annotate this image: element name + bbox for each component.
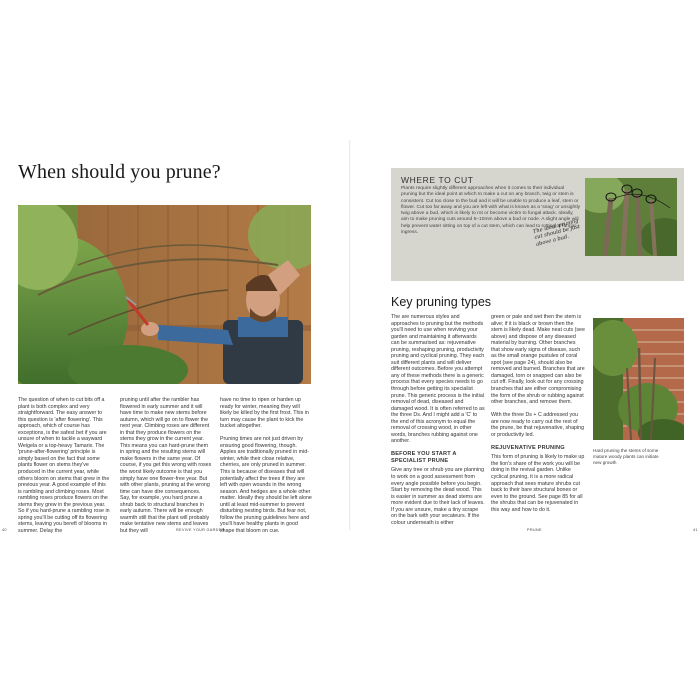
body-text: With the three Ds + C addressed you are now ready to carry out the rest of the prune, be that rejuvenative, shaping or productivity led. xyxy=(491,412,585,438)
section-heading: Key pruning types xyxy=(391,295,492,309)
right-column-2 xyxy=(491,314,585,520)
page-gutter xyxy=(349,140,351,530)
right-column-1 xyxy=(391,314,485,533)
cut-stems-photo xyxy=(585,178,677,256)
body-text: The question of when to cut bits off a plant is both complex and very straightforward. The easy answer to this question is 'after flowering'. This approach, which of course has exceptions, is the safest bet if you are unsure of when to tackle a wayward Weigela or a top-heavy Tamarix. The 'prune-after-flowering' principle is simply based on the fact that some plants flower on stems they've produced in the current year, while others bloom on stems that grew in the previous year. A good example of this is rambling and climbing roses. Most rambling roses produce flowers on the stems they grew in the previous year. So if you hard-prune a rambling rose in spring you'll be cutting off its flowering stems, leaving you bereft of blooms in summer. Delay the xyxy=(18,397,110,534)
gardener-pruning-photo xyxy=(18,205,311,384)
body-text: Give any tree or shrub you are planning to work on a good assessment from every angle possible before you begin. Start by removing the dead wood. This is easier in summer as dead stems are more evident due to their lack of leaves. If you are unsure, make a tiny scrape on the bark with your secateurs. If the colour underneath is either xyxy=(391,467,485,526)
brick-wall-shrub-photo xyxy=(593,318,684,440)
body-text: The are numerous styles and approaches to pruning but the methods you'll need to use when reviving your garden and maintaining it afterwards can be summarised as: rejuvenative pruning, reshaping pruning, productivity pruning and cyclical pruning. They each suit different plants and will deliver different outcomes. Before you attempt any of these methods there is a generic process that every species needs to go through before getting its specialist prune. This generic process is the initial removal of dead, diseased and damaged wood. It is often referred to as the three Ds. And I might add a 'C' to the end of this acronym to equal the removal of crossing wood, in other words, branches rubbing against one another. xyxy=(391,314,485,445)
folio-number-left: 40 xyxy=(2,528,7,532)
where-to-cut-sidebar xyxy=(391,168,684,281)
gardener-pruning-illustration xyxy=(18,205,311,384)
pruned-stems-illustration xyxy=(585,178,677,256)
left-column-2 xyxy=(120,397,212,541)
folio-number-right: 41 xyxy=(693,528,698,532)
shrub-against-wall-illustration xyxy=(593,318,684,440)
body-text: green or pale and wet then the stem is alive; if it is black or brown then the stem is likely dead. Make neat cuts (see above) and dispose of any diseased material by burning. Other branches that show early signs of disease, such as the small orange pustules of coral spot (see page 24), should also be removed and burned. Branches that are damaged, torn or snapped can also be cut off. Finally, look out for any crossing branches that are either compromising the form of the shrub or rubbing against other branches, and remove them. xyxy=(491,314,585,406)
body-text: This form of pruning is likely to make up the lion's share of the work you will be doing in the revival garden. Unlike cyclical pruning, it is a more radical approach that sees mature shrubs cut back to their bare structural bones or even to the ground. See page 85 for all the shrubs that can be rejuvenated in this way and how to do it. xyxy=(491,454,585,513)
body-text: Pruning times are not just driven by ensuring good flowering, though. Apples are traditionally pruned in mid-winter, while their close relative, cherries, are only pruned in summer. This is because of diseases that will potentially affect the trees if they are left with open wounds in the wrong season. And hedges are a whole other matter. Ideally they should be left alone until at least mid-summer to prevent disturbing nesting birds. But fear not, follow the pruning guidelines here and you'll have healthy plants in good shape that bloom on cue. xyxy=(220,436,312,534)
body-text: pruning until after the rambler has flowered in early summer and it will have time to make new stems before autumn, which will go on to flower the next year. Climbing roses are different in that they produce flowers on the stems they grow in the current year. This means you can hard-prune them in spring and the resulting stems will make flowers in the same year. Of course, if you get this wrong with roses the worst likely outcome is that you simply have one flower-free year. But with other plants, pruning at the wrong time can have dire consequences. Say, for example, you hard prune a shrub back to structural branches in early autumn. There will be enough warmth still that the plant will probably make tentative new stems and leaves but they will xyxy=(120,397,212,534)
left-column-3 xyxy=(220,397,313,541)
photo-caption: Hard pruning the stems of some mature woody plants can initiate new growth xyxy=(593,448,659,465)
photo-caption-handwritten: The ideal pruning cut should be just above a bud. xyxy=(532,218,581,248)
sidebar-text: Plants require slightly different approaches when it comes to their individual pruning but the ideal point at which to make a cut on any branch, twig or stem is consistent. Cut too close to the bud and it will be unable to produce a leaf, stem or flower. Cut too far away and you are left with what is known as a 'snag' or unsightly twig above a bud, which is likely to rot or become victim to fungal attack. Ideally, aim to make pruning cuts around 5–10mm above a bud or node. A slight angle will help prevent water sitting on top of a cut stem, which can lead to rotting or fungal ingress. xyxy=(401,186,581,236)
sidebar-heading: WHERE TO CUT xyxy=(401,175,474,185)
left-column-1 xyxy=(18,397,111,541)
running-head-left: REVIVE YOUR GARDEN xyxy=(176,528,225,532)
rejuvenative-pruning-heading: REJUVENATIVE PRUNING xyxy=(491,444,565,451)
page-title: When should you prune? xyxy=(18,161,221,183)
before-you-start-heading: BEFORE YOU START A SPECIALIST PRUNE xyxy=(391,451,457,464)
running-head-right: PRUNE xyxy=(527,528,542,532)
body-text: have no time to ripen or harden up ready for winter, meaning they will likely be killed by the first frost. This in turn may cause the plant to kick the bucket altogether. xyxy=(220,397,309,430)
